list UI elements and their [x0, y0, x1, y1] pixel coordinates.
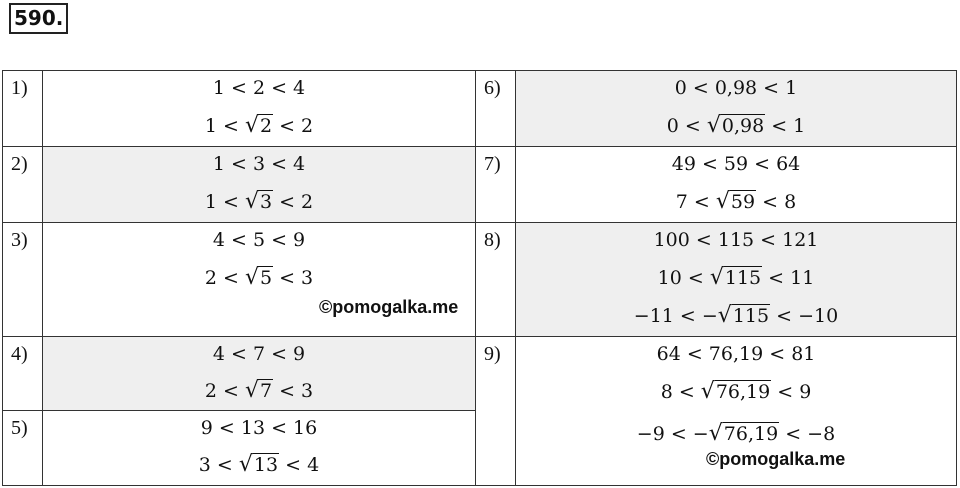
item-4 — [3, 337, 476, 411]
inequality: 49 < 59 < 64 — [671, 153, 801, 175]
item-8 — [476, 223, 956, 337]
negative-root-inequality: −11 < −√115 < −10 — [633, 303, 839, 328]
item-number: 8) — [476, 223, 516, 336]
item-number: 2) — [3, 147, 43, 222]
watermark: ©pomogalka.me — [319, 297, 459, 317]
item-number: 3) — [3, 223, 43, 336]
root-inequality: 2 < √7 < 3 — [204, 378, 314, 403]
inequality: 9 < 13 < 16 — [200, 417, 318, 439]
item-1 — [3, 71, 476, 147]
item-5 — [3, 411, 476, 485]
item-number: 9) — [476, 337, 516, 485]
root-inequality: 8 < √76,19 < 9 — [660, 379, 812, 404]
item-9 — [476, 337, 956, 485]
inequality: 64 < 76,19 < 81 — [656, 343, 816, 365]
item-3 — [3, 223, 476, 337]
root-inequality: 1 < √2 < 2 — [204, 113, 314, 138]
root-inequality: 7 < √59 < 8 — [675, 189, 797, 214]
item-number: 5) — [3, 411, 43, 485]
inequality: 4 < 5 < 9 — [212, 229, 306, 251]
item-number: 4) — [3, 337, 43, 410]
inequality: 100 < 115 < 121 — [653, 229, 819, 251]
solution-table — [2, 70, 957, 486]
item-number: 1) — [3, 71, 43, 146]
item-number: 7) — [476, 147, 516, 222]
root-inequality: 1 < √3 < 2 — [204, 189, 314, 214]
inequality: 0 < 0,98 < 1 — [674, 77, 798, 99]
item-2 — [3, 147, 476, 223]
inequality: 1 < 3 < 4 — [212, 153, 306, 175]
root-inequality: 3 < √13 < 4 — [198, 452, 320, 477]
inequality: 4 < 7 < 9 — [212, 343, 306, 365]
item-6 — [476, 71, 956, 147]
negative-root-inequality: −9 < −√76,19 < −8 — [636, 421, 836, 446]
task-number: 590. — [9, 3, 68, 34]
root-inequality: 2 < √5 < 3 — [204, 265, 314, 290]
root-inequality: 10 < √115 < 11 — [657, 265, 815, 290]
item-7 — [476, 147, 956, 223]
root-inequality: 0 < √0,98 < 1 — [666, 113, 806, 138]
item-number: 6) — [476, 71, 516, 146]
watermark: ©pomogalka.me — [706, 449, 846, 469]
inequality: 1 < 2 < 4 — [212, 77, 306, 99]
